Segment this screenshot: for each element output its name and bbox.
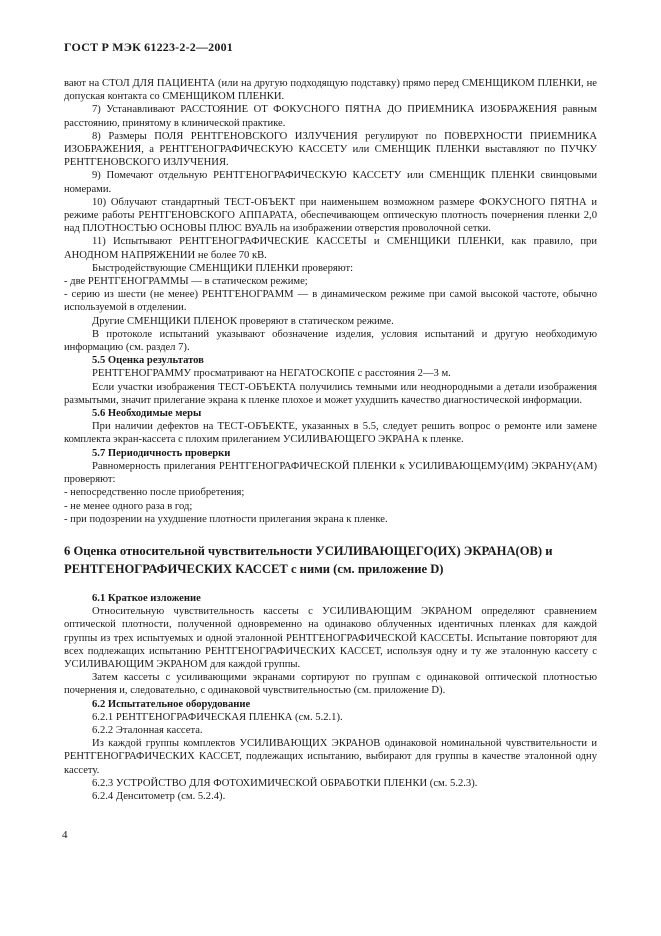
document-body (64, 77, 597, 803)
paragraph: В протоколе испытаний указывают обозначение изделия, условия испытаний и другую необходимую информацию (см. раздел 7). (64, 328, 597, 354)
paragraph: 10) Облучают стандартный ТЕСТ-ОБЪЕКТ при наименьшем возможном размере ФОКУСНОГО ПЯТНА и режиме работы РЕНТГЕНОВСКОГО АППАРАТА, обеспечивающем оптическую плотность почернения пленки 2,0 над ПЛОТНОСТЬЮ ОСНОВЫ ПЛЮС ВУАЛЬ на изображении отверстия проволочной сетки. (64, 196, 597, 235)
paragraph: Если участки изображения ТЕСТ-ОБЪЕКТА получились темными или неоднородными а детали изображения размытыми, значит прилегание экрана к пленке плохое и может ухудшить качество диагностической информации. (64, 381, 597, 406)
subsection-heading: 5.5 Оценка результатов (92, 355, 204, 367)
list-item: - непосредственно после приобретения; (64, 487, 245, 499)
paragraph: Другие СМЕНЩИКИ ПЛЕНОК проверяют в статическом режиме. (92, 315, 394, 327)
paragraph: 6.2.1 РЕНТГЕНОГРАФИЧЕСКАЯ ПЛЕНКА (см. 5.2.1). (92, 711, 343, 723)
paragraph: 6.2.2 Эталонная кассета. (92, 724, 203, 736)
subsection-heading: 5.7 Периодичность проверки (92, 447, 231, 459)
subsection-heading: 6.2 Испытательное оборудование (92, 698, 251, 710)
paragraph: 9) Помечают отдельную РЕНТГЕНОГРАФИЧЕСКУЮ КАССЕТУ или СМЕНЩИК ПЛЕНКИ свинцовыми номерами. (64, 170, 597, 195)
list-item: - две РЕНТГЕНОГРАММЫ — в статическом режиме; (64, 276, 308, 288)
document-page (64, 40, 597, 803)
paragraph: Быстродействующие СМЕНЩИКИ ПЛЕНКИ проверяют: (92, 262, 354, 274)
page-number: 4 (62, 829, 68, 841)
paragraph: 11) Испытывают РЕНТГЕНОГРАФИЧЕСКИЕ КАССЕТЫ и СМЕНЩИКИ ПЛЕНКИ, как правило, при АНОДНОМ НАПРЯЖЕНИИ не более 70 кВ. (64, 236, 597, 261)
list-item: - при подозрении на ухудшение плотности прилегания экрана к пленке. (64, 513, 388, 525)
subsection-heading: 5.6 Необходимые меры (92, 408, 202, 420)
paragraph: Из каждой группы комплектов УСИЛИВАЮЩИХ ЭКРАНОВ одинаковой номинальной чувствительности и РЕНТГЕНОГРАФИЧЕСКИХ КАССЕТ, подлежащих испытанию, выбирают для группы в качестве эталонной одну кассету. (64, 738, 597, 776)
paragraph: Относительную чувствительность кассеты с УСИЛИВАЮЩИМ ЭКРАНОМ определяют сравнением оптической плотности, полученной одновременно на одинаково облученных идентичных пленках для каждой группы из трех испытуемых и одной эталонной РЕНТГЕНОГРАФИЧЕСКОЙ КАССЕТЫ. Испытание повторяют для всех подлежащих испытанию РЕНТГЕНОГРАФИЧЕСКИХ КАССЕТ, используя одну и ту же эталонную кассету с УСИЛИВАЮЩИМ ЭКРАНОМ для каждой группы. (64, 606, 597, 670)
running-header: ГОСТ Р МЭК 61223-2-2—2001 (64, 40, 233, 54)
paragraph: РЕНТГЕНОГРАММУ просматривают на НЕГАТОСКОПЕ с расстояния 2—3 м. (92, 368, 451, 380)
section-title: 6 Оценка относительной чувствительности УСИЛИВАЮЩЕГО(ИХ) ЭКРАНА(ОВ) и РЕНТГЕНОГРАФИЧЕСКИХ КАССЕТ с ними (см. приложение D) (64, 543, 553, 576)
list-item: - серию из шести (не менее) РЕНТГЕНОГРАММ — в динамическом режиме при самой высокой частоте, обычно используемой в отделении. (64, 289, 597, 314)
paragraph: Затем кассеты с усиливающими экранами сортируют по группам с одинаковой оптической плотностью почернения и, следовательно, с одинаковой чувствительностью (см. приложение D). (64, 672, 597, 697)
list-item: - не менее одного раза в год; (64, 500, 193, 512)
paragraph: 8) Размеры ПОЛЯ РЕНТГЕНОВСКОГО ИЗЛУЧЕНИЯ регулируют по ПОВЕРХНОСТИ ПРИЕМНИКА ИЗОБРАЖЕНИЯ, а РЕНТГЕНОГРАФИЧЕСКУЮ КАССЕТУ или СМЕНЩИК ПЛЕНКИ выставляют по ПУЧКУ РЕНТГЕНОВСКОГО ИЗЛУЧЕНИЯ. (64, 130, 597, 169)
paragraph: 6.2.4 Денситометр (см. 5.2.4). (92, 790, 226, 802)
paragraph: 7) Устанавливают РАССТОЯНИЕ ОТ ФОКУСНОГО ПЯТНА ДО ПРИЕМНИКА ИЗОБРАЖЕНИЯ равным расстоянию, принятому в клинической практике. (64, 104, 597, 129)
paragraph: Равномерность прилегания РЕНТГЕНОГРАФИЧЕСКОЙ ПЛЕНКИ к УСИЛИВАЮЩЕМУ(ИМ) ЭКРАНУ(АМ) проверяют: (64, 460, 597, 486)
subsection-heading: 6.1 Краткое изложение (92, 592, 201, 604)
paragraph: вают на СТОЛ ДЛЯ ПАЦИЕНТА (или на другую подходящую подставку) прямо перед СМЕНЩИКОМ ПЛЕНКИ, не допуская контакта со СМЕНЩИКОМ ПЛЕНКИ. (64, 78, 597, 103)
paragraph: 6.2.3 УСТРОЙСТВО ДЛЯ ФОТОХИМИЧЕСКОЙ ОБРАБОТКИ ПЛЕНКИ (см. 5.2.3). (92, 777, 478, 789)
paragraph: При наличии дефектов на ТЕСТ-ОБЪЕКТЕ, указанных в 5.5, следует решить вопрос о ремонте или замене комплекта экран-кассета с плохим прилеганием УСИЛИВАЮЩЕГО ЭКРАНА к пленке. (64, 421, 597, 446)
